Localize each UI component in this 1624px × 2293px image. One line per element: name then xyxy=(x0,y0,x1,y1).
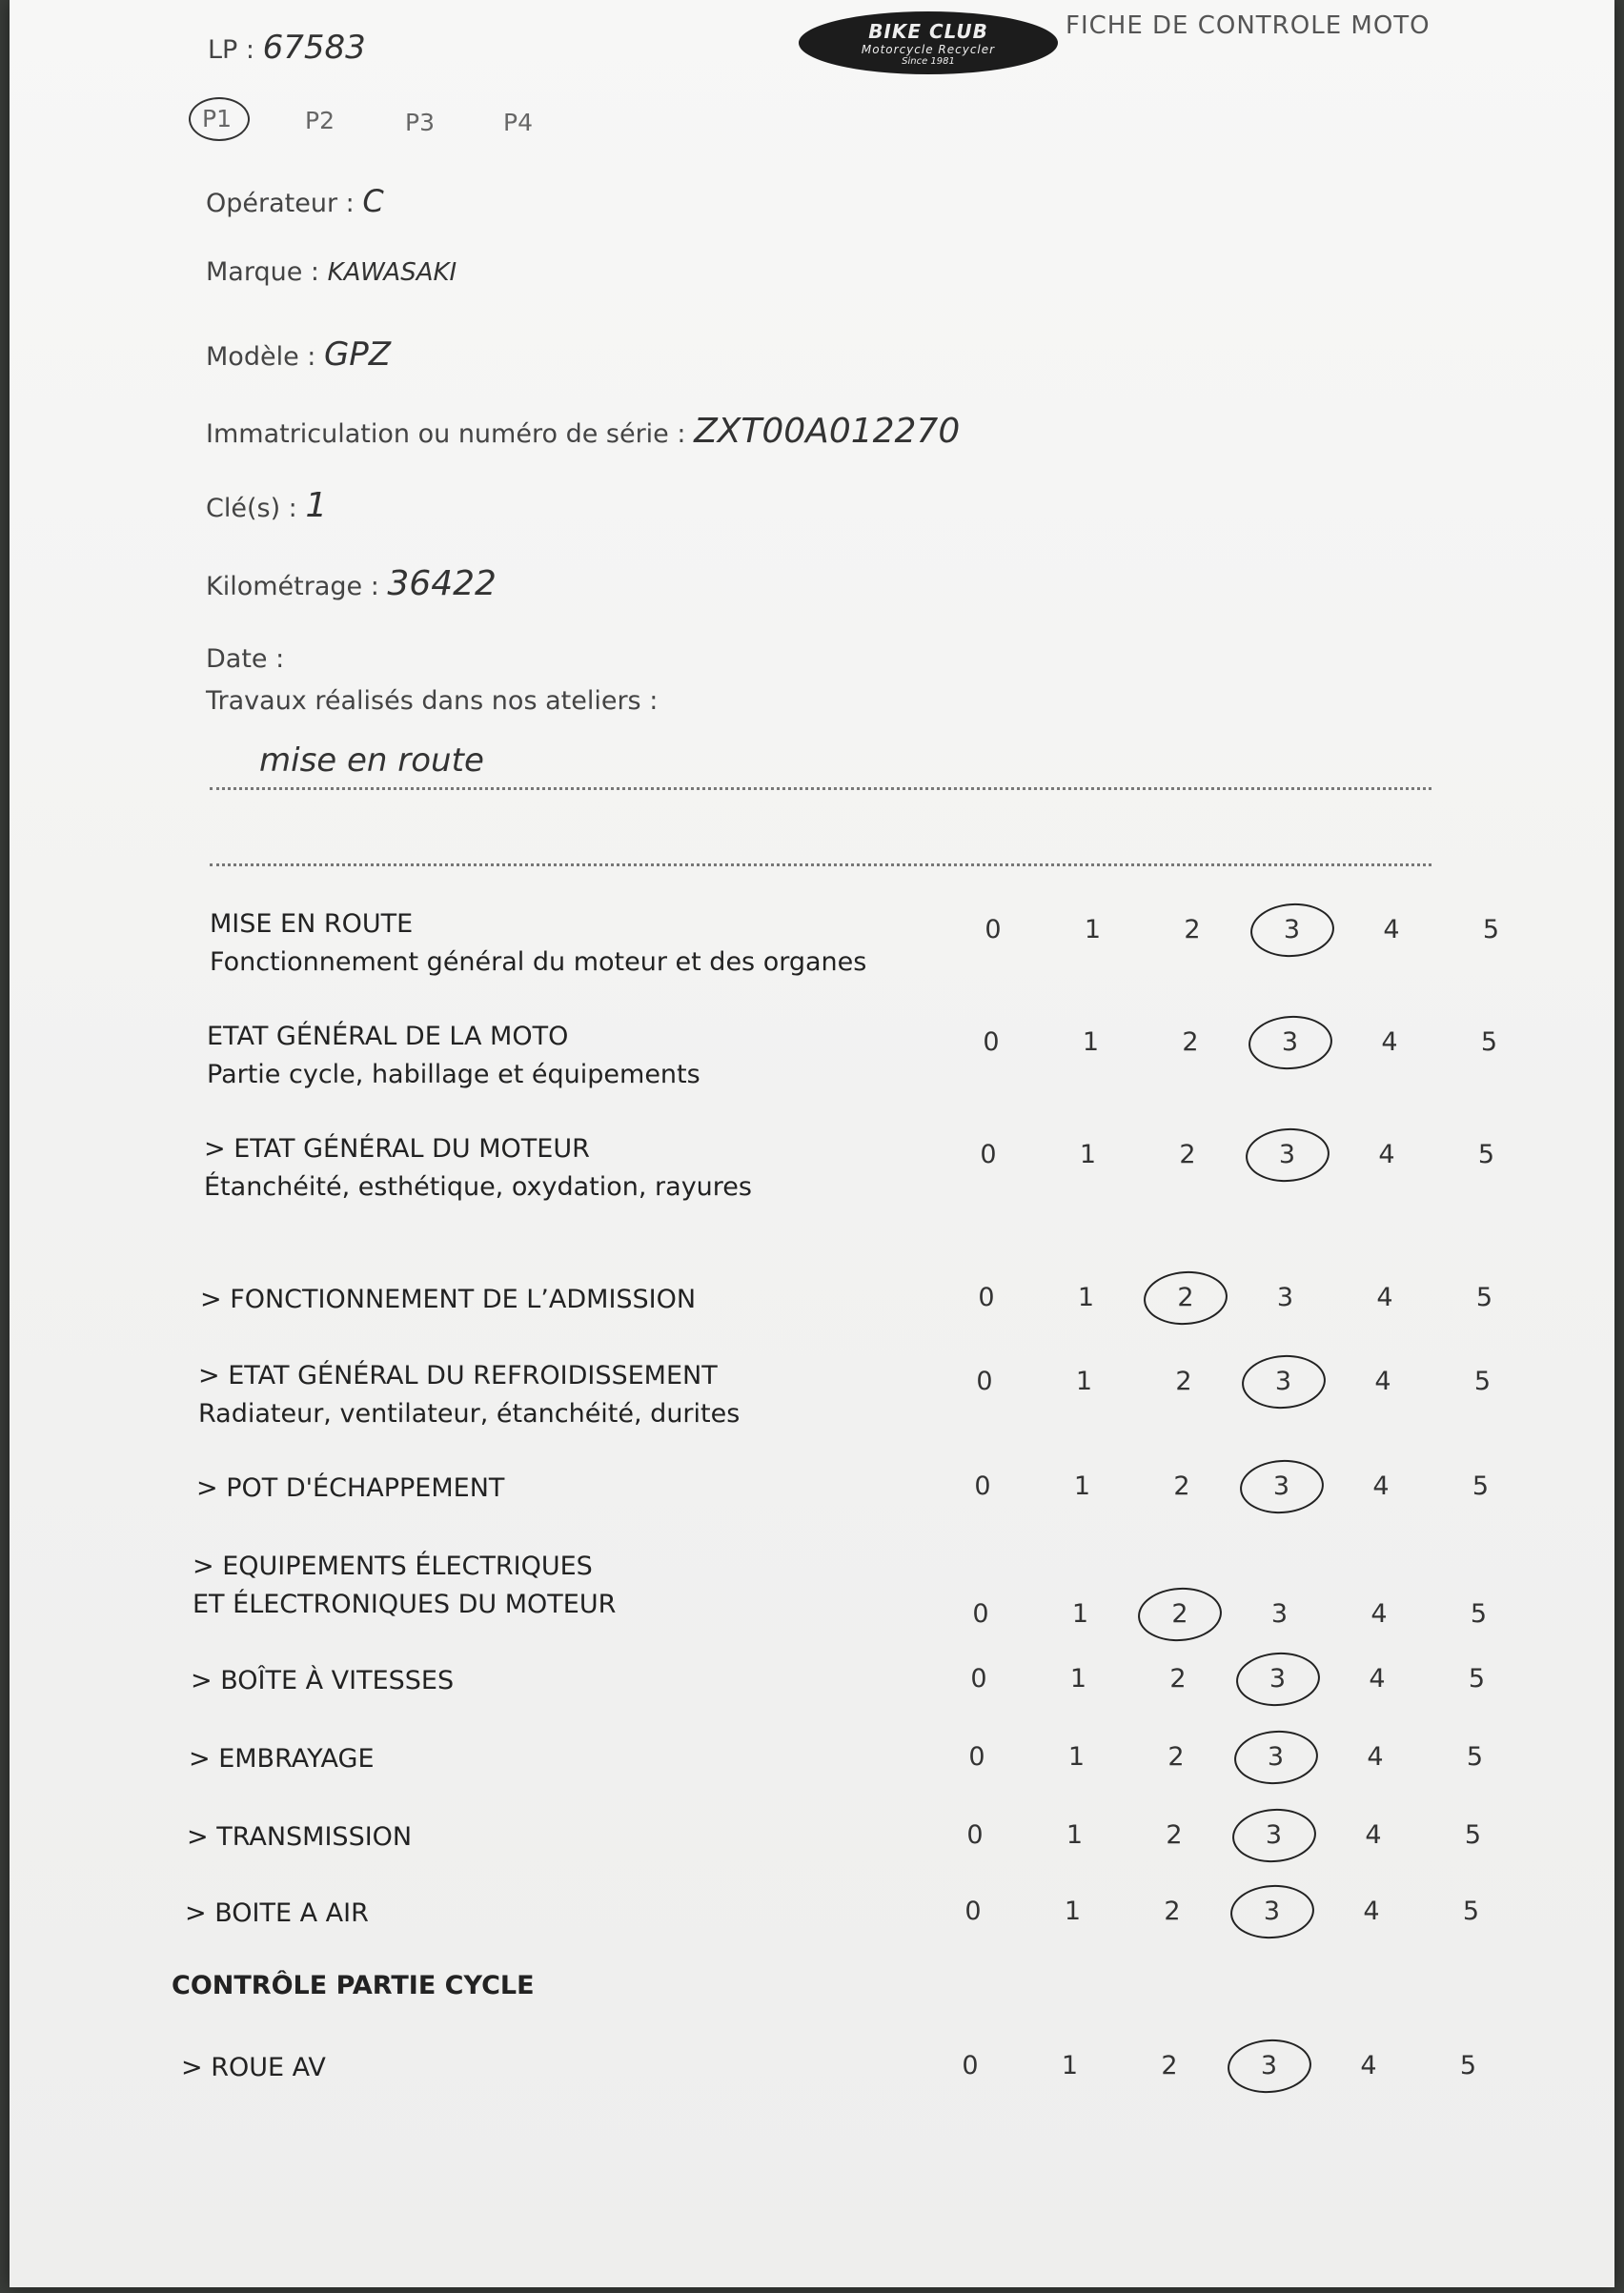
score-option-4[interactable]: 4 xyxy=(1374,1367,1391,1396)
row-title: > EQUIPEMENTS ÉLECTRIQUES xyxy=(193,1552,593,1581)
score-option-0[interactable]: 0 xyxy=(966,1820,984,1850)
score-option-2[interactable]: 2 xyxy=(1175,1367,1192,1396)
score-option-1[interactable]: 1 xyxy=(1082,1027,1100,1057)
score-option-4[interactable]: 4 xyxy=(1383,915,1400,944)
score-option-4[interactable]: 4 xyxy=(1372,1471,1390,1501)
score-option-0[interactable]: 0 xyxy=(970,1664,987,1694)
brand-label: Marque : xyxy=(206,257,320,287)
page-p4[interactable]: P4 xyxy=(503,109,533,136)
score-option-1[interactable]: 1 xyxy=(1069,1664,1087,1694)
score-option-5[interactable]: 5 xyxy=(1470,1599,1488,1629)
score-option-5[interactable]: 5 xyxy=(1482,915,1500,944)
score-option-0[interactable]: 0 xyxy=(964,1897,982,1926)
selected-score-circle xyxy=(1232,1728,1320,1787)
score-row xyxy=(187,1818,412,1857)
score-row xyxy=(207,1018,700,1094)
score-option-4[interactable]: 4 xyxy=(1381,1027,1398,1057)
selected-score-circle xyxy=(1228,1882,1316,1941)
score-option-4[interactable]: 4 xyxy=(1365,1820,1382,1850)
score-option-0[interactable]: 0 xyxy=(976,1367,993,1396)
score-option-2[interactable]: 2 xyxy=(1169,1664,1187,1694)
score-option-2[interactable]: 2 xyxy=(1173,1471,1190,1501)
lp-value: 67583 xyxy=(262,29,366,67)
score-option-4[interactable]: 4 xyxy=(1363,1897,1380,1926)
score-option-5[interactable]: 5 xyxy=(1477,1140,1495,1169)
score-row xyxy=(210,905,866,982)
score-row xyxy=(204,1130,752,1207)
selected-score-circle xyxy=(1244,1126,1331,1185)
serial-label: Immatriculation ou numéro de série : xyxy=(206,419,686,449)
row-title: > BOÎTE À VITESSES xyxy=(191,1666,455,1695)
row-title: > ETAT GÉNÉRAL DU MOTEUR xyxy=(204,1134,590,1164)
score-option-2[interactable]: 2 xyxy=(1177,1283,1194,1312)
row-subtitle: Radiateur, ventilateur, étanchéité, durites xyxy=(198,1399,741,1429)
score-option-0[interactable]: 0 xyxy=(985,915,1002,944)
score-row xyxy=(191,1662,454,1700)
score-option-3[interactable]: 3 xyxy=(1265,1820,1283,1850)
date-label: Date : xyxy=(206,644,285,674)
score-row xyxy=(193,1548,616,1624)
score-option-2[interactable]: 2 xyxy=(1171,1599,1188,1629)
operator-field xyxy=(206,183,384,219)
logo-sub1: Motorcycle Recycler xyxy=(861,42,996,56)
score-option-4[interactable]: 4 xyxy=(1376,1283,1393,1312)
control-sheet xyxy=(10,0,1614,2287)
score-option-1[interactable]: 1 xyxy=(1079,1140,1097,1169)
row-title: > TRANSMISSION xyxy=(187,1822,413,1852)
selected-score-circle xyxy=(1248,901,1336,960)
score-option-1[interactable]: 1 xyxy=(1077,1283,1095,1312)
works-line-2 xyxy=(210,863,1431,866)
row-title: > FONCTIONNEMENT DE L’ADMISSION xyxy=(200,1285,697,1314)
score-option-0[interactable]: 0 xyxy=(980,1140,997,1169)
selected-score-circle xyxy=(1238,1457,1326,1516)
score-option-5[interactable]: 5 xyxy=(1472,1471,1490,1501)
score-option-2[interactable]: 2 xyxy=(1166,1820,1183,1850)
score-option-5[interactable]: 5 xyxy=(1473,1367,1492,1396)
model-field xyxy=(206,335,391,374)
row-subtitle: Étanchéité, esthétique, oxydation, rayures xyxy=(204,1172,752,1202)
score-option-3[interactable]: 3 xyxy=(1270,1599,1289,1629)
row-subtitle: ET ÉLECTRONIQUES DU MOTEUR xyxy=(193,1590,617,1619)
row-title: > POT D'ÉCHAPPEMENT xyxy=(196,1473,505,1503)
score-row xyxy=(189,1740,375,1778)
keys-field xyxy=(206,486,327,525)
row-subtitle: Partie cycle, habillage et équipements xyxy=(207,1060,700,1089)
mileage-field xyxy=(206,564,497,603)
page-p3[interactable]: P3 xyxy=(405,109,435,136)
score-option-4[interactable]: 4 xyxy=(1367,1742,1384,1772)
selected-score-circle xyxy=(1230,1806,1318,1865)
serial-field xyxy=(206,412,960,451)
serial-value: ZXT00A012270 xyxy=(694,412,961,451)
score-option-1[interactable]: 1 xyxy=(1067,1742,1086,1772)
logo-sub2: Since 1981 xyxy=(902,55,955,67)
selected-score-circle xyxy=(1247,1013,1334,1072)
page-p1[interactable]: P1 xyxy=(202,105,232,132)
works-value: mise en route xyxy=(259,741,484,780)
selected-score-circle xyxy=(1226,2037,1313,2096)
lp-label: LP : xyxy=(208,35,255,65)
selected-score-circle xyxy=(1234,1650,1322,1709)
selected-score-circle xyxy=(1142,1268,1229,1328)
row-title: > BOITE A AIR xyxy=(185,1898,369,1928)
keys-label: Clé(s) : xyxy=(206,494,297,523)
score-option-1[interactable]: 1 xyxy=(1075,1367,1093,1396)
row-title: > EMBRAYAGE xyxy=(189,1744,375,1774)
score-option-2[interactable]: 2 xyxy=(1167,1742,1185,1772)
score-option-1[interactable]: 1 xyxy=(1064,1897,1082,1926)
score-option-3[interactable]: 3 xyxy=(1274,1367,1292,1396)
score-option-0[interactable]: 0 xyxy=(968,1742,985,1772)
score-option-5[interactable]: 5 xyxy=(1475,1283,1493,1312)
score-option-0[interactable]: 0 xyxy=(962,2051,979,2080)
score-option-3[interactable]: 3 xyxy=(1267,1742,1285,1772)
row-title: ETAT GÉNÉRAL DE LA MOTO xyxy=(207,1022,569,1051)
score-row xyxy=(196,1470,504,1508)
selected-score-circle xyxy=(1240,1352,1328,1411)
keys-value: 1 xyxy=(305,486,328,525)
row-title: > ETAT GÉNÉRAL DU REFROIDISSEMENT xyxy=(198,1361,718,1390)
score-option-1[interactable]: 1 xyxy=(1071,1599,1089,1629)
row-title: MISE EN ROUTE xyxy=(210,909,414,939)
sheet-title: FICHE DE CONTROLE MOTO xyxy=(1066,11,1431,40)
score-option-4[interactable]: 4 xyxy=(1369,1664,1386,1694)
score-option-5[interactable]: 5 xyxy=(1462,1897,1480,1926)
score-option-2[interactable]: 2 xyxy=(1161,2051,1178,2080)
score-option-3[interactable]: 3 xyxy=(1276,1283,1294,1312)
selected-score-circle xyxy=(1136,1585,1224,1644)
operator-value: C xyxy=(362,183,384,219)
score-option-2[interactable]: 2 xyxy=(1182,1027,1199,1057)
operator-label: Opérateur : xyxy=(206,189,355,218)
score-row xyxy=(185,1895,369,1933)
brand-field xyxy=(206,257,457,287)
mileage-label: Kilométrage : xyxy=(206,572,379,601)
model-label: Modèle : xyxy=(206,342,316,372)
score-option-3[interactable]: 3 xyxy=(1283,915,1301,944)
score-option-1[interactable]: 1 xyxy=(1073,1471,1091,1501)
score-row xyxy=(200,1281,696,1319)
score-option-5[interactable]: 5 xyxy=(1466,1742,1484,1772)
score-option-3[interactable]: 3 xyxy=(1263,1897,1281,1926)
cycle-row xyxy=(181,2049,326,2087)
score-option-0[interactable]: 0 xyxy=(972,1599,989,1629)
section-cycle-title: CONTRÔLE PARTIE CYCLE xyxy=(172,1971,535,2000)
row-subtitle: Fonctionnement général du moteur et des organes xyxy=(210,947,867,977)
score-option-1[interactable]: 1 xyxy=(1066,1820,1084,1850)
logo-text: BIKE CLUB xyxy=(868,19,988,43)
brand-value: KAWASAKI xyxy=(327,258,457,287)
score-option-4[interactable]: 4 xyxy=(1370,1599,1388,1629)
score-option-4[interactable]: 4 xyxy=(1378,1140,1395,1169)
row-title: > ROUE AV xyxy=(181,2053,326,2082)
score-option-5[interactable]: 5 xyxy=(1480,1027,1498,1057)
score-option-3[interactable]: 3 xyxy=(1272,1471,1290,1501)
score-option-3[interactable]: 3 xyxy=(1278,1140,1296,1169)
score-option-1[interactable]: 1 xyxy=(1084,915,1102,944)
score-option-4[interactable]: 4 xyxy=(1360,2051,1377,2080)
model-value: GPZ xyxy=(323,335,392,374)
page-p2[interactable]: P2 xyxy=(305,107,335,134)
score-option-5[interactable]: 5 xyxy=(1468,1664,1486,1694)
works-line-1 xyxy=(210,787,1431,790)
score-option-2[interactable]: 2 xyxy=(1164,1897,1181,1926)
score-option-1[interactable]: 1 xyxy=(1061,2051,1079,2080)
score-row xyxy=(198,1357,740,1433)
score-option-0[interactable]: 0 xyxy=(978,1283,995,1312)
score-option-5[interactable]: 5 xyxy=(1464,1820,1482,1850)
score-option-3[interactable]: 3 xyxy=(1260,2051,1278,2080)
mileage-value: 36422 xyxy=(387,564,497,603)
lp-field xyxy=(208,29,366,67)
score-option-3[interactable]: 3 xyxy=(1269,1664,1287,1694)
score-option-2[interactable]: 2 xyxy=(1184,915,1201,944)
score-option-3[interactable]: 3 xyxy=(1281,1027,1299,1057)
bike-club-logo xyxy=(799,11,1058,74)
score-option-0[interactable]: 0 xyxy=(974,1471,991,1501)
works-label: Travaux réalisés dans nos ateliers : xyxy=(206,686,659,716)
score-option-5[interactable]: 5 xyxy=(1459,2051,1477,2080)
score-option-2[interactable]: 2 xyxy=(1179,1140,1196,1169)
score-option-0[interactable]: 0 xyxy=(983,1027,1000,1057)
